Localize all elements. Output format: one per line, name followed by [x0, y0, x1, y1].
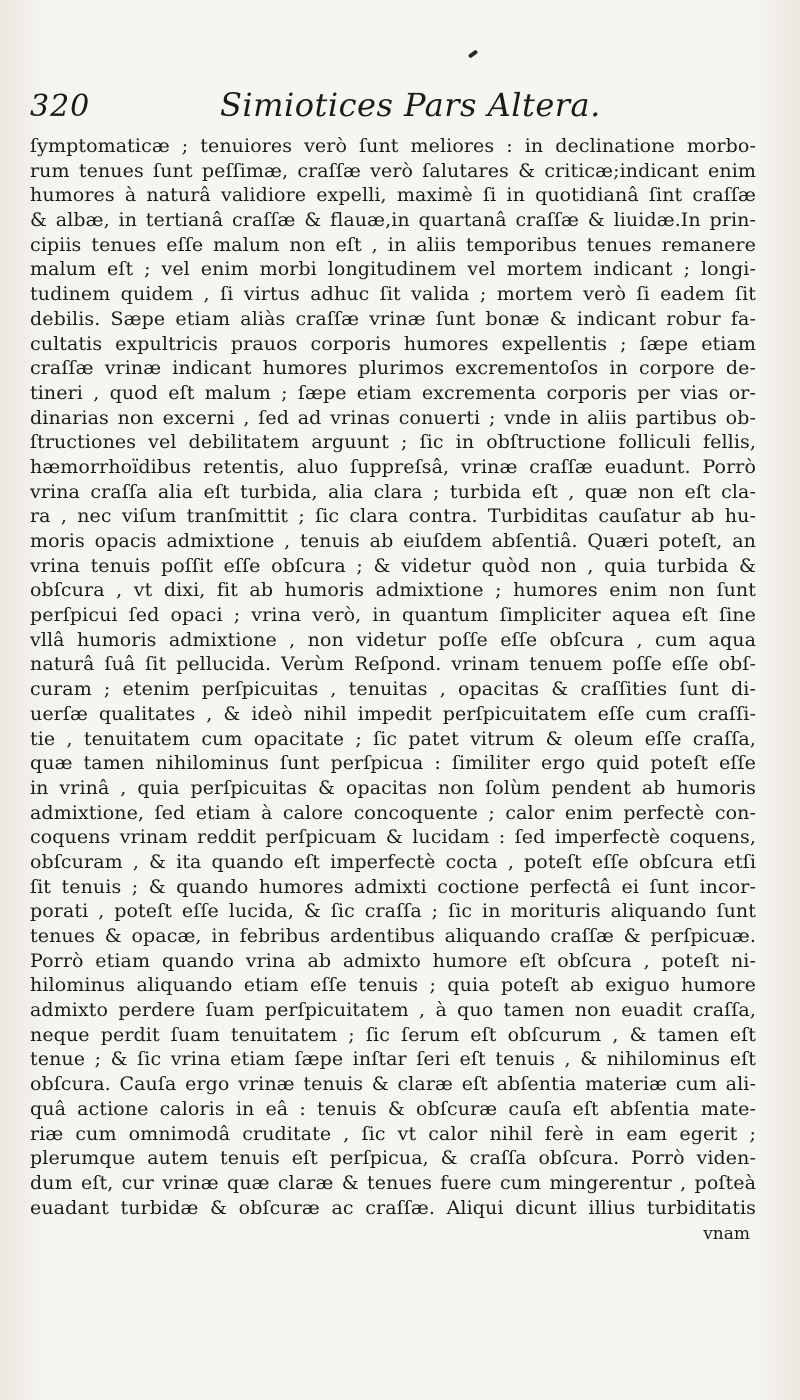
- text-line: obſcura , vt dixi, fit ab humoris admixtione ; humores enim non ſunt: [30, 579, 756, 602]
- text-line: malum eſt ; vel enim morbi longitudinem vel mortem indicant ; longi-: [30, 258, 756, 281]
- text-line: quæ tamen nihilominus ſunt perſpicua : ſimiliter ergo quid poteſt eſſe: [30, 752, 756, 775]
- text-line: in vrinâ , quia perſpicuitas & opacitas non ſolùm pendent ab humoris: [30, 776, 756, 799]
- text-line: quâ actione caloris in eâ : tenuis & obſcuræ cauſa eſt abſentia mate-: [30, 1097, 756, 1120]
- text-line: rum tenues ſunt peſſimæ, craſſæ verò ſalutares & criticæ;indicant enim: [30, 159, 756, 182]
- text-line: dinarias non excerni , ſed ad vrinas conuerti ; vnde in aliis partibus ob-: [30, 406, 756, 429]
- text-line: admixtione, ſed etiam à calore concoquente ; calor enim perfectè con-: [30, 801, 756, 824]
- text-line: riæ cum omnimodâ cruditate , ſic vt calor nihil ferè in eam egerit ;: [30, 1122, 756, 1145]
- text-line: ſtructiones vel debilitatem arguunt ; ſic in obſtructione folliculi fellis,: [30, 431, 756, 454]
- text-line: neque perdit ſuam tenuitatem ; ſic ſerum eſt obſcurum , & tamen eſt: [30, 1023, 756, 1046]
- body-text: [30, 134, 756, 1220]
- ink-speck: [468, 49, 478, 58]
- text-line: ſit tenuis ; & quando humores admixti coctione perfectâ ei ſunt incor-: [30, 875, 756, 898]
- text-line: cipiis tenues eſſe malum non eſt , in aliis temporibus tenues remanere: [30, 233, 756, 256]
- text-line: plerumque autem tenuis eſt perſpicua, & craſſa obſcura. Porrò viden-: [30, 1147, 756, 1170]
- text-line: naturâ ſuâ ſit pellucida. Verùm Reſpond. vrinam tenuem poſſe eſſe obſ-: [30, 653, 756, 676]
- text-line: tenue ; & ſic vrina etiam ſæpe inſtar ſeri eſt tenuis , & nihilominus eſt: [30, 1048, 756, 1071]
- text-line: vrina tenuis poſſit eſſe obſcura ; & videtur quòd non , quia turbida &: [30, 554, 756, 577]
- text-line: humores à naturâ validiore expelli, maximè ſi in quotidianâ ſint craſſæ: [30, 184, 756, 207]
- text-line: vllâ humoris admixtione , non videtur poſſe eſſe obſcura , cum aqua: [30, 628, 756, 651]
- running-title: Simiotices Pars Altera.: [220, 86, 601, 124]
- text-line: ſymptomaticæ ; tenuiores verò ſunt meliores : in declinatione morbo-: [30, 135, 756, 157]
- text-line: moris opacis admixtione , tenuis ab eiuſdem abſentiâ. Quæri poteſt, an: [30, 530, 756, 552]
- text-line: & albæ, in tertianâ craſſæ & flauæ,in quartanâ craſſæ & liuidæ.In prin-: [30, 209, 756, 232]
- text-line: admixto perdere ſuam perſpicuitatem , à quo tamen non euadit craſſa,: [30, 999, 756, 1022]
- text-line: perſpicui ſed opaci ; vrina verò, in quantum ſimpliciter aquea eſt ſine: [30, 604, 756, 627]
- text-line: Porrò etiam quando vrina ab admixto humore eſt obſcura , poteſt ni-: [30, 949, 756, 972]
- text-line: uerſæ qualitates , & ideò nihil impedit perſpicuitatem eſſe cum craſſi-: [30, 702, 756, 725]
- text-line: tudinem quidem , ſi virtus adhuc ſit valida ; mortem verò ſi eadem ſit: [30, 283, 756, 306]
- text-line: euadant turbidæ & obſcuræ ac craſſæ. Aliqui dicunt illius turbiditatis: [30, 1196, 756, 1219]
- text-line: debilis. Sæpe etiam aliàs craſſæ vrinæ ſunt bonæ & indicant robur fa-: [30, 307, 756, 330]
- text-line: porati , poteſt eſſe lucida, & ſic craſſa ; ſic in morituris aliquando ſunt: [30, 900, 756, 923]
- text-line: obſcura. Cauſa ergo vrinæ tenuis & claræ eſt abſentia materiæ cum ali-: [30, 1073, 756, 1096]
- text-line: coquens vrinam reddit perſpicuam & lucidam : ſed imperfectè coquens,: [30, 826, 756, 849]
- text-line: cultatis expultricis prauos corporis humores expellentis ; ſæpe etiam: [30, 332, 756, 355]
- text-line: obſcuram , & ita quando eſt imperfectè cocta , poteſt eſſe obſcura etſi: [30, 850, 756, 873]
- text-line: curam ; etenim perſpicuitas , tenuitas , opacitas & craſſities ſunt di-: [30, 678, 756, 701]
- page-number: 320: [30, 89, 91, 124]
- text-line: vrina craſſa alia eſt turbida, alia clara ; turbida eſt , quæ non eſt cla-: [30, 480, 756, 503]
- text-line: tie , tenuitatem cum opacitate ; ſic patet vitrum & oleum eſſe craſſa,: [30, 727, 756, 750]
- catchword: vnam: [703, 1224, 750, 1245]
- text-line: craſſæ vrinæ indicant humores plurimos excrementoſos in corpore de-: [30, 357, 756, 380]
- running-head: [30, 86, 756, 130]
- text-line: ra , nec viſum tranſmittit ; ſic clara contra. Turbiditas cauſatur ab hu-: [30, 505, 756, 528]
- text-line: hilominus aliquando etiam eſſe tenuis ; quia poteſt ab exiguo humore: [30, 974, 756, 997]
- text-line: tineri , quod eſt malum ; ſæpe etiam excrementa corporis per vias or-: [30, 381, 756, 404]
- text-line: tenues & opacæ, in febribus ardentibus aliquando craſſæ & perſpicuæ.: [30, 925, 756, 947]
- text-line: dum eſt, cur vrinæ quæ claræ & tenues fuere cum mingerentur , poſteà: [30, 1171, 756, 1194]
- text-line: hæmorrhoïdibus retentis, aluo ſuppreſsâ, vrinæ craſſæ euadunt. Porrò: [30, 455, 756, 478]
